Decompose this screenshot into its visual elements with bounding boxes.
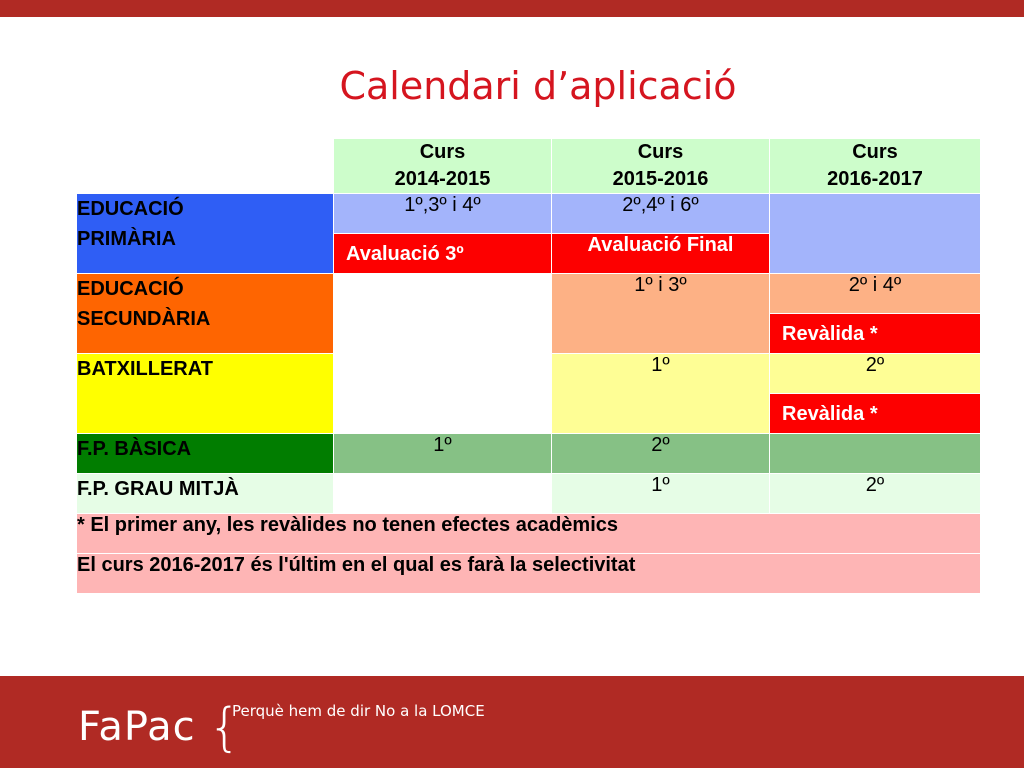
cell-fp-grau-mitja-2016: 2º [770,474,981,514]
header-year: 2015-2016 [612,168,709,190]
fapac-logo: FaPac [78,704,196,750]
cell-primaria-eval-2015: Avaluació Final [552,234,770,274]
cell-fp-grau-mitja-2014 [334,474,552,514]
cell-primaria-2016 [770,194,981,274]
cell-batxillerat-2016: 2º [770,354,981,394]
cell-primaria-eval-2014: Avaluació 3º [334,234,552,274]
calendar-table [76,138,981,594]
note-selectivitat: El curs 2016-2017 és l'últim en el qual es farà la selectivitat [77,554,981,594]
table-row-fp-basica [77,434,981,474]
cell-fp-basica-2015: 2º [552,434,770,474]
brace-icon: { [208,698,242,758]
header-label: Curs [852,141,898,163]
cell-fp-basica-2014: 1º [334,434,552,474]
header-curs-2016-2017 [770,139,981,194]
page-title: Calendari d’aplicació [339,64,737,108]
cell-secundaria-2016: 2º i 4º [770,274,981,314]
footer-tagline: Perquè hem de dir No a la LOMCE [232,702,485,720]
cell-primaria-2014: 1º,3º i 4º [334,194,552,234]
row-label-text: F.P. GRAU MITJÀ [77,478,239,500]
header-year: 2014-2015 [394,168,491,190]
top-bar [0,0,1024,17]
row-label-text: EDUCACIÓ PRIMÀRIA [77,198,184,250]
header-curs-2015-2016 [552,139,770,194]
table-row-primaria [77,194,981,234]
row-label-fp-grau-mitja [77,474,334,514]
row-label-text: F.P. BÀSICA [77,438,192,460]
cell-batxillerat-revalida: Revàlida * [770,394,981,434]
cell-secundaria-2015: 1º i 3º [552,274,770,354]
row-label-batxillerat [77,354,334,434]
cell-batxillerat-2015: 1º [552,354,770,434]
cell-primaria-2015: 2º,4º i 6º [552,194,770,234]
cell-fp-basica-2016 [770,434,981,474]
table-row-secundaria [77,274,981,314]
table-row-note-1 [77,514,981,554]
header-row [77,139,981,194]
row-label-text: BATXILLERAT [77,358,213,380]
cell-empty-2014 [334,274,552,434]
table-row-fp-grau-mitja [77,474,981,514]
header-label: Curs [637,141,684,163]
cell-secundaria-revalida: Revàlida * [770,314,981,354]
cell-fp-grau-mitja-2015: 1º [552,474,770,514]
note-revalides: * El primer any, les revàlides no tenen efectes acadèmics [77,514,981,554]
row-label-primaria [77,194,334,274]
row-label-secundaria [77,274,334,354]
row-label-text: EDUCACIÓ SECUNDÀRIA [77,278,211,330]
row-label-fp-basica [77,434,334,474]
header-curs-2014-2015 [334,139,552,194]
table-row-note-2 [77,554,981,594]
header-year: 2016-2017 [827,168,923,190]
header-empty-cell [77,139,334,194]
header-label: Curs [419,141,466,163]
footer-bar [0,676,1024,768]
